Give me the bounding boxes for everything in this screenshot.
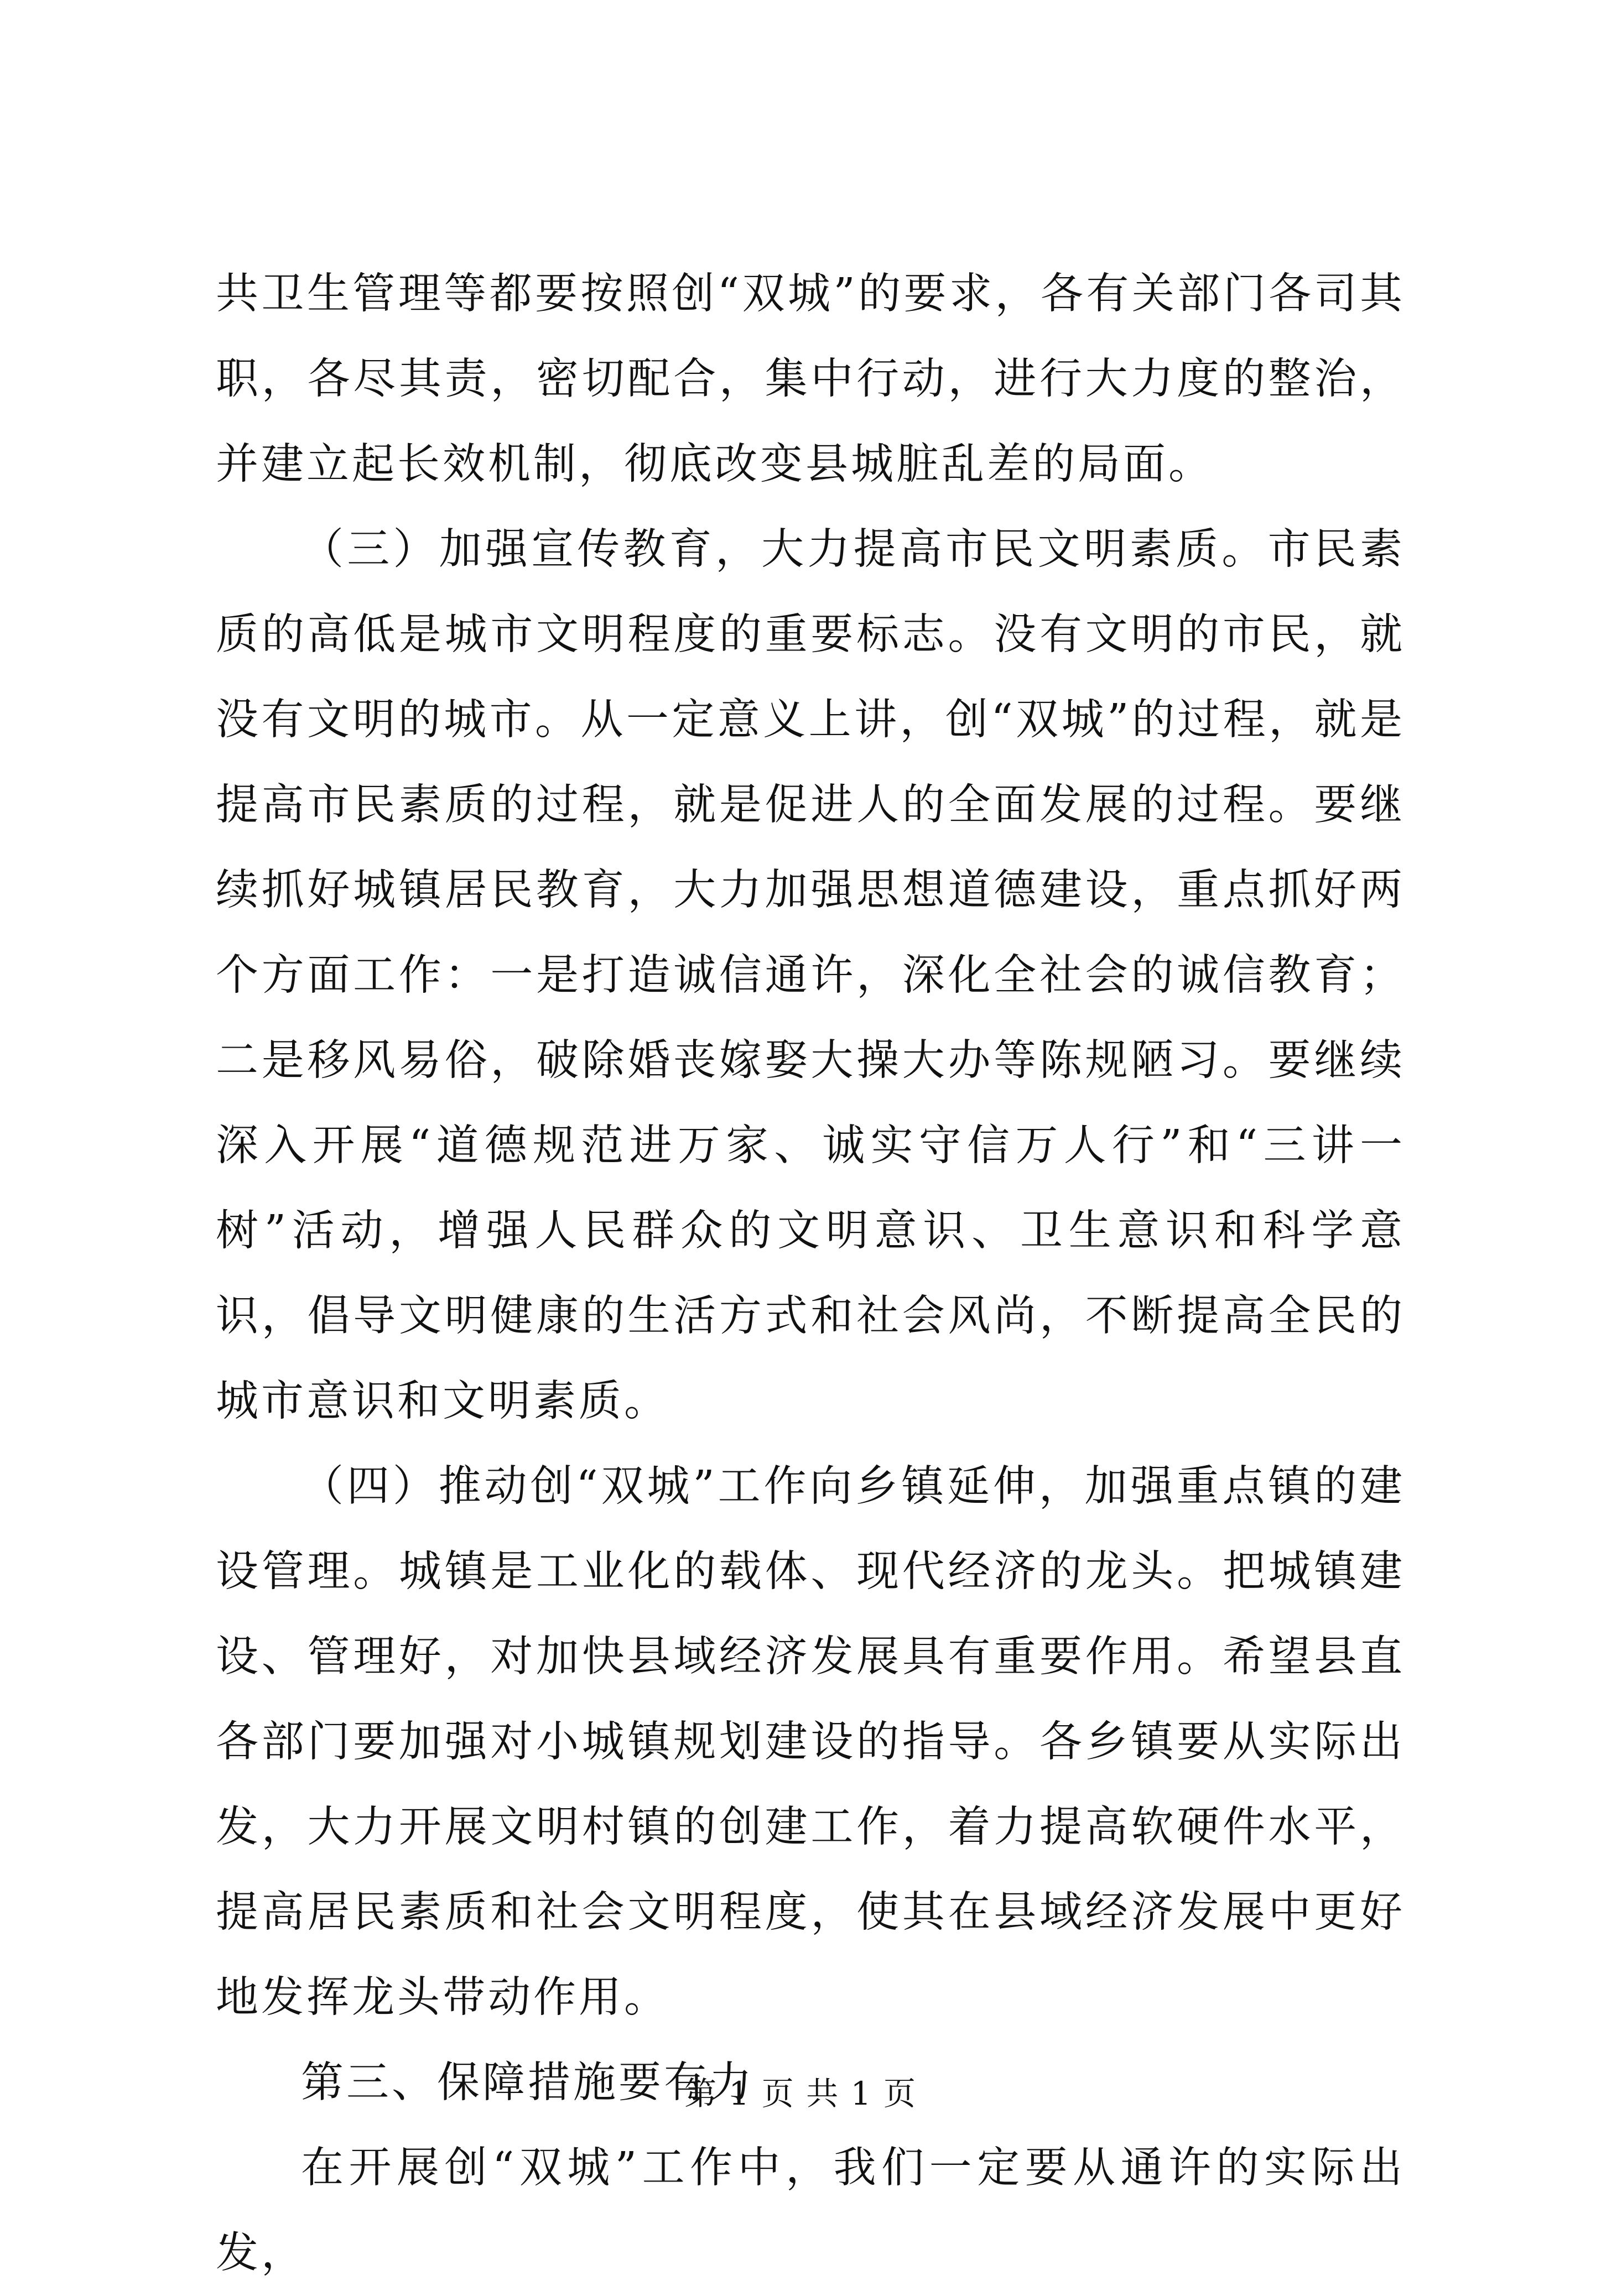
section-heading: 第三、保障措施要有力 <box>301 2058 755 2107</box>
paragraph-3: （四）推动创“双城”工作向乡镇延伸，加强重点镇的建设管理。城镇是工业化的载体、现代经济的龙头。把城镇建设、管理好，对加快县域经济发展具有重要作用。希望县直各部门要加强对小城镇规划建设的指导。各乡镇要从实际出发，大力开展文明村镇的创建工作，着力提高软硬件水平，提高居民素质和社会文明程度，使其在县域经济发展中更好地发挥龙头带动作用。 <box>216 1462 1405 2022</box>
document-body <box>216 252 1405 2296</box>
paragraph-5: 在开展创“双城”工作中，我们一定要从通许的实际出发， <box>216 2143 1405 2278</box>
paragraph-1: 共卫生管理等都要按照创“双城”的要求，各有关部门各司其职，各尽其责，密切配合，集中行动，进行大力度的整治，并建立起长效机制，彻底改变县城脏乱差的局面。 <box>216 269 1405 489</box>
paragraph-2: （三）加强宣传教育，大力提高市民文明素质。市民素质的高低是城市文明程度的重要标志。没有文明的市民，就没有文明的城市。从一定意义上讲，创“双城”的过程，就是提高市民素质的过程，就是促进人的全面发展的过程。要继续抓好城镇居民教育，大力加强思想道德建设，重点抓好两个方面工作：一是打造诚信通许，深化全社会的诚信教育；二是移风易俗，破除婚丧嫁娶大操大办等陈规陋习。要继续深入开展“道德规范进万家、诚实守信万人行”和“三讲一树”活动，增强人民群众的文明意识、卫生意识和科学意识，倡导文明健康的生活方式和社会风尚，不断提高全民的城市意识和文明素质。 <box>216 525 1405 1426</box>
page-footer: 第 1 页 共 1 页 <box>684 2075 917 2112</box>
